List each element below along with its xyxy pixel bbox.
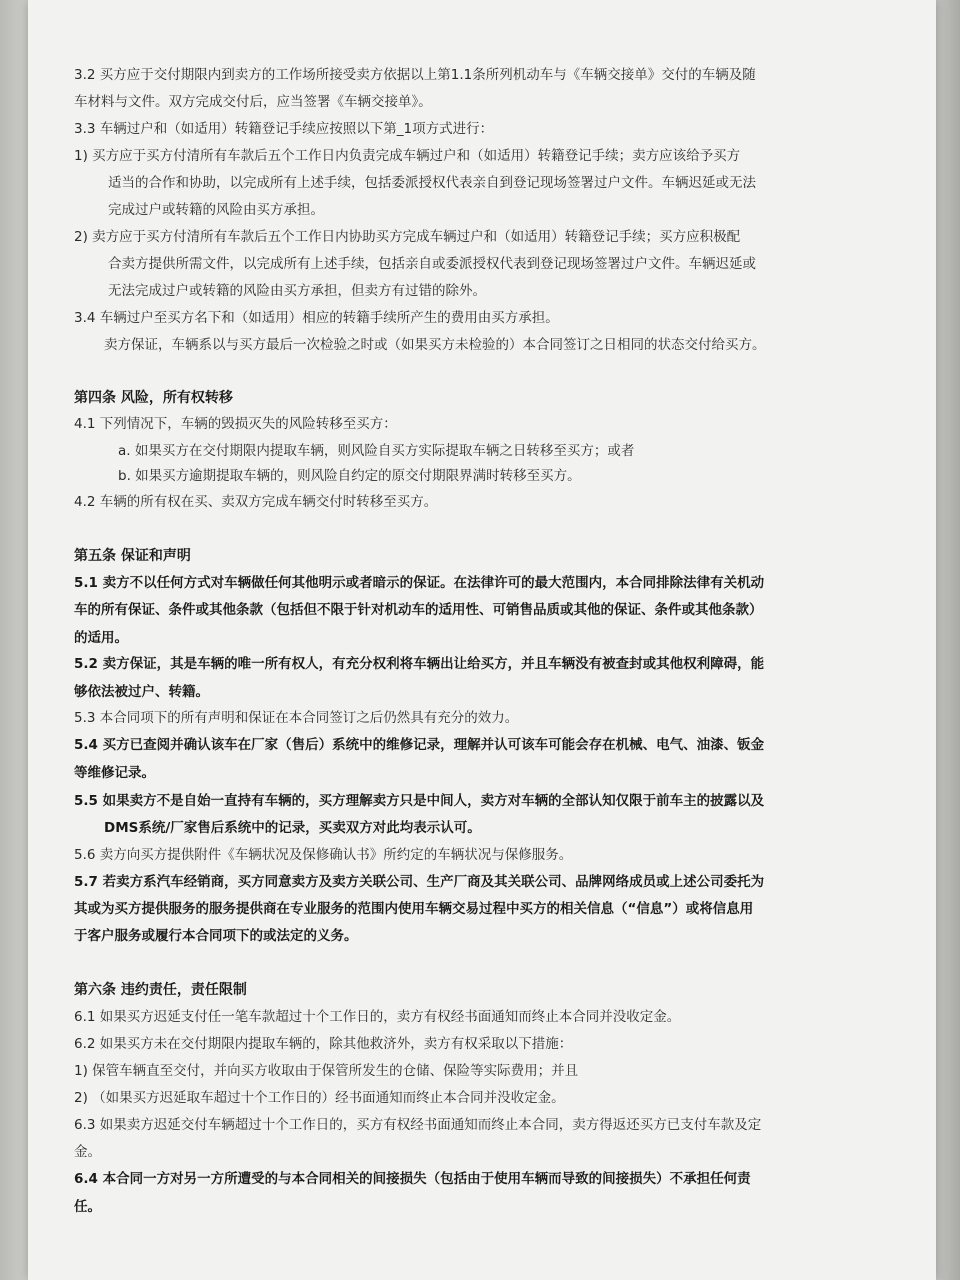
article-6-heading: 第六条 违约责任，责任限制 (74, 982, 247, 998)
clause-6-2-item-2: 2) （如果买方迟延取车超过十个工作日的）经书面通知而终止本合同并没收定金。 (74, 1090, 565, 1106)
seller-warranty-note: 卖方保证，车辆系以与买方最后一次检验之时或（如果买方未检验的）本合同签订之日相同的状态交付给买方。 (104, 337, 766, 353)
clause-5-1-line-2: 车的所有保证、条件或其他条款（包括但不限于针对机动车的适用性、可销售品质或其他的保证、条件或其他条款） (74, 602, 763, 618)
option-1-line-3: 完成过户或转籍的风险由买方承担。 (108, 202, 324, 218)
clause-5-5-line-2: DMS系统/厂家售后系统中的记录，买卖双方对此均表示认可。 (104, 820, 481, 836)
clause-6-4-line-2: 任。 (74, 1199, 101, 1215)
option-2-line-3: 无法完成过户或转籍的风险由买方承担，但卖方有过错的除外。 (108, 283, 486, 299)
clause-5-2-line-2: 够依法被过户、转籍。 (74, 684, 209, 700)
clause-5-4-line-2: 等维修记录。 (74, 765, 155, 781)
clause-5-4-line-1: 5.4 买方已查阅并确认该车在厂家（售后）系统中的维修记录，理解并认可该车可能会存在机械、电气、油漆、钣金 (74, 737, 765, 753)
clause-3-4: 3.4 车辆过户至买方名下和（如适用）相应的转籍手续所产生的费用由买方承担。 (74, 310, 559, 326)
clause-3-2-line-1: 3.2 买方应于交付期限内到卖方的工作场所接受卖方依据以上第1.1条所列机动车与《车辆交接单》交付的车辆及随 (74, 67, 756, 83)
clause-6-2: 6.2 如果买方未在交付期限内提取车辆的，除其他救济外，卖方有权采取以下措施： (74, 1036, 573, 1052)
contract-page (28, 0, 936, 1280)
clause-3-3: 3.3 车辆过户和（如适用）转籍登记手续应按照以下第_1项方式进行： (74, 121, 494, 137)
option-2-line-2: 合卖方提供所需文件，以完成所有上述手续，包括亲自或委派授权代表到登记现场签署过户文件。车辆迟延或 (108, 256, 756, 272)
clause-5-6: 5.6 卖方向买方提供附件《车辆状况及保修确认书》所约定的车辆状况与保修服务。 (74, 847, 573, 863)
clause-6-4-line-1: 6.4 本合同一方对另一方所遭受的与本合同相关的间接损失（包括由于使用车辆而导致的间接损失）不承担任何责 (74, 1171, 751, 1187)
clause-5-1-line-3: 的适用。 (74, 630, 128, 646)
option-1-line-2: 适当的合作和协助，以完成所有上述手续，包括委派授权代表亲自到登记现场签署过户文件。车辆迟延或无法 (108, 175, 756, 191)
clause-3-2-line-2: 车材料与文件。双方完成交付后，应当签署《车辆交接单》。 (74, 94, 432, 110)
clause-4-1-b: b. 如果买方逾期提取车辆的，则风险自约定的原交付期限界满时转移至买方。 (118, 468, 581, 484)
clause-5-7-line-1: 5.7 若卖方系汽车经销商，买方同意卖方及卖方关联公司、生产厂商及其关联公司、品牌网络成员或上述公司委托为 (74, 874, 765, 890)
clause-6-3-line-2: 金。 (74, 1144, 101, 1160)
option-2-line-1: 2) 卖方应于买方付清所有车款后五个工作日内协助买方完成车辆过户和（如适用）转籍登记手续；买方应积极配 (74, 229, 741, 245)
clause-4-2: 4.2 车辆的所有权在买、卖双方完成车辆交付时转移至买方。 (74, 494, 438, 510)
clause-5-1-line-1: 5.1 卖方不以任何方式对车辆做任何其他明示或者暗示的保证。在法律许可的最大范围内，本合同排除法律有关机动 (74, 575, 765, 591)
clause-4-1-a: a. 如果买方在交付期限内提取车辆，则风险自买方实际提取车辆之日转移至买方；或者 (118, 443, 635, 459)
clause-6-3-line-1: 6.3 如果卖方迟延交付车辆超过十个工作日的，买方有权经书面通知而终止本合同，卖方得返还买方已支付车款及定 (74, 1117, 762, 1133)
clause-5-7-line-3: 于客户服务或履行本合同项下的或法定的义务。 (74, 928, 358, 944)
article-5-heading: 第五条 保证和声明 (74, 548, 191, 564)
clause-6-1: 6.1 如果买方迟延支付任一笔车款超过十个工作日的，卖方有权经书面通知而终止本合同并没收定金。 (74, 1009, 681, 1025)
clause-5-7-line-2: 其或为买方提供服务的服务提供商在专业服务的范围内使用车辆交易过程中买方的相关信息（“信息”）或将信息用 (74, 901, 754, 917)
option-1-line-1: 1) 买方应于买方付清所有车款后五个工作日内负责完成车辆过户和（如适用）转籍登记手续；卖方应该给予买方 (74, 148, 741, 164)
clause-4-1: 4.1 下列情况下，车辆的毁损灭失的风险转移至买方： (74, 416, 397, 432)
clause-5-5-line-1: 5.5 如果卖方不是自始一直持有车辆的，买方理解卖方只是中间人，卖方对车辆的全部认知仅限于前车主的披露以及 (74, 793, 765, 809)
clause-6-2-item-1: 1) 保管车辆直至交付，并向买方收取由于保管所发生的仓储、保险等实际费用；并且 (74, 1063, 579, 1079)
clause-5-3: 5.3 本合同项下的所有声明和保证在本合同签订之后仍然具有充分的效力。 (74, 710, 519, 726)
article-4-heading: 第四条 风险，所有权转移 (74, 390, 233, 406)
clause-5-2-line-1: 5.2 卖方保证，其是车辆的唯一所有权人，有充分权利将车辆出让给买方，并且车辆没有被查封或其他权利障碍，能 (74, 656, 765, 672)
